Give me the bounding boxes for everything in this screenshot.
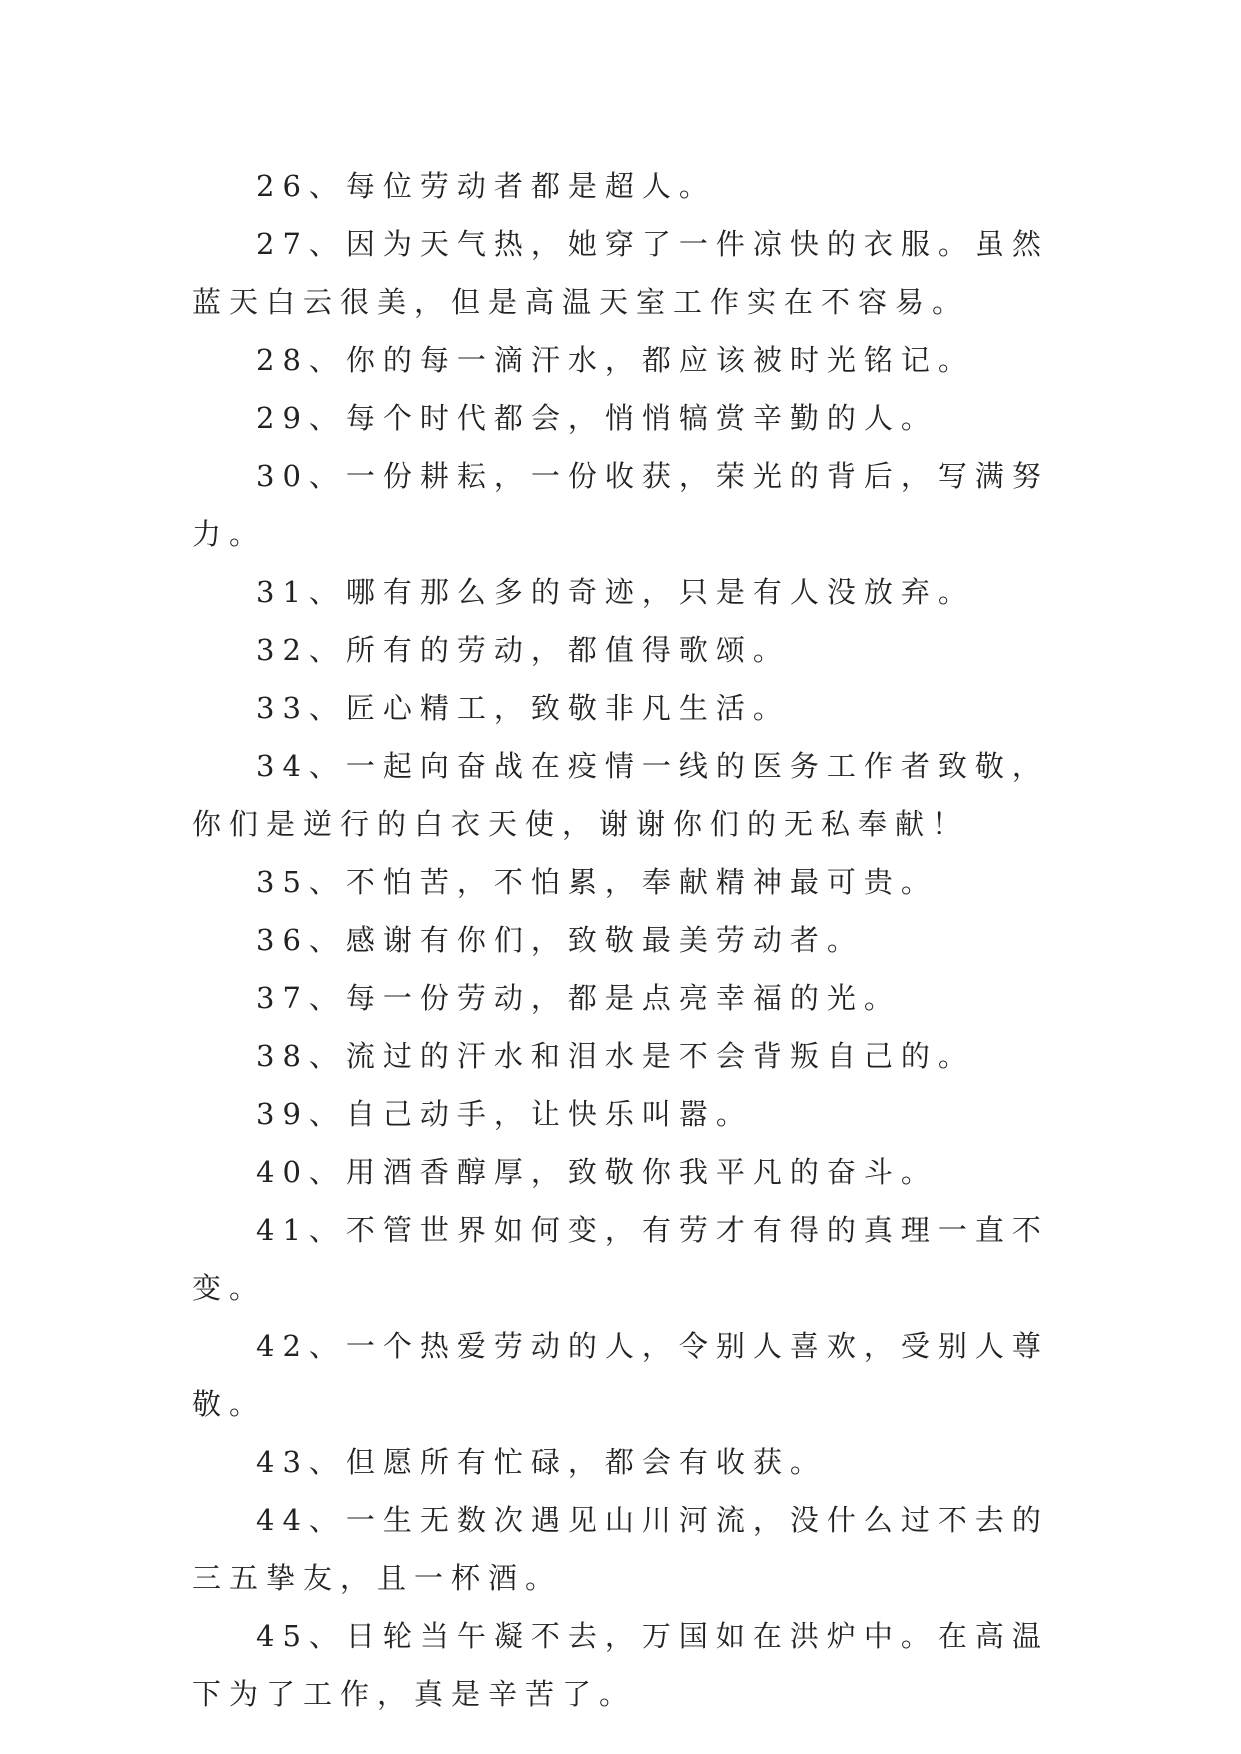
document-body (192, 157, 1072, 1723)
list-item: 41、不管世界如何变，有劳才有得的真理一直不变。 (192, 1213, 1049, 1305)
list-item: 42、一个热爱劳动的人，令别人喜欢，受别人尊敬。 (192, 1329, 1049, 1421)
list-item: 34、一起向奋战在疫情一线的医务工作者致敬，你们是逆行的白衣天使，谢谢你们的无私奉献！ (192, 749, 1049, 841)
list-item: 43、但愿所有忙碌，都会有收获。 (256, 1445, 827, 1479)
list-item: 40、用酒香醇厚，致敬你我平凡的奋斗。 (256, 1155, 938, 1189)
list-item: 32、所有的劳动，都值得歌颂。 (256, 633, 790, 667)
list-item: 29、每个时代都会，悄悄犒赏辛勤的人。 (256, 401, 938, 435)
list-item: 44、一生无数次遇见山川河流，没什么过不去的三五挚友，且一杯酒。 (192, 1503, 1049, 1595)
list-item: 37、每一份劳动，都是点亮幸福的光。 (256, 981, 901, 1015)
list-item: 36、感谢有你们，致敬最美劳动者。 (256, 923, 864, 957)
list-item: 39、自己动手，让快乐叫嚣。 (256, 1097, 753, 1131)
list-item: 35、不怕苦，不怕累，奉献精神最可贵。 (256, 865, 938, 899)
list-item: 31、哪有那么多的奇迹，只是有人没放弃。 (256, 575, 975, 609)
list-item: 45、日轮当午凝不去，万国如在洪炉中。在高温下为了工作，真是辛苦了。 (192, 1619, 1049, 1711)
list-item: 38、流过的汗水和泪水是不会背叛自己的。 (256, 1039, 975, 1073)
list-item: 27、因为天气热，她穿了一件凉快的衣服。虽然蓝天白云很美，但是高温天室工作实在不容易。 (192, 227, 1049, 319)
list-item: 30、一份耕耘，一份收获，荣光的背后，写满努力。 (192, 459, 1049, 551)
list-item: 28、你的每一滴汗水，都应该被时光铭记。 (256, 343, 975, 377)
list-item: 26、每位劳动者都是超人。 (256, 169, 716, 203)
list-item: 33、匠心精工，致敬非凡生活。 (256, 691, 790, 725)
